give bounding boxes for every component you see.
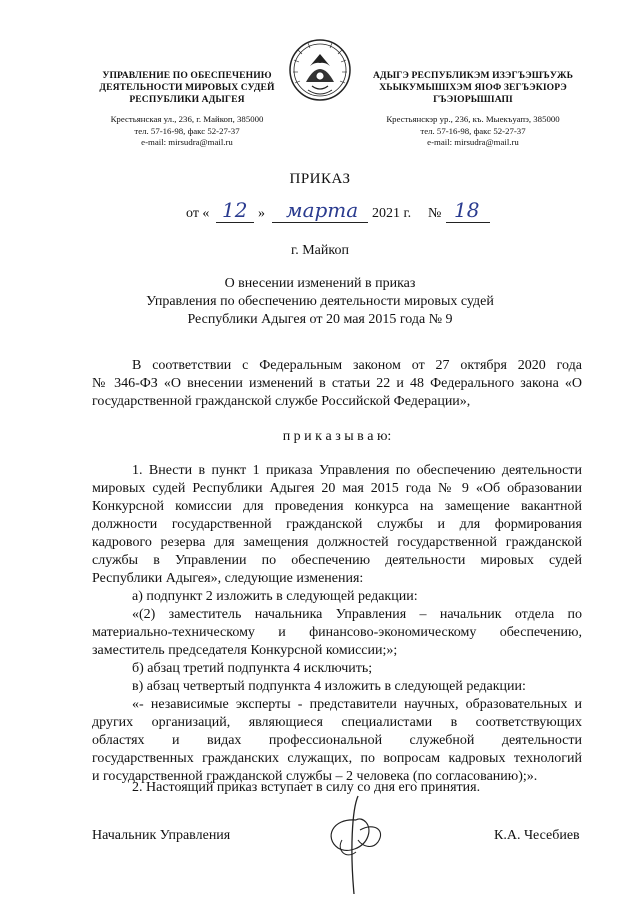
order-mid: »	[258, 206, 265, 221]
org-name-ady: АДЫГЭ РЕСПУБЛИКЭМ ИЗЭГЪЭШЪУЖЬ ХЬЫКУМЫШІХЭМ ЯІОФ ЗЕГЪЭКІОРЭ ГЪЭІОРЫШІАПІ	[372, 70, 574, 105]
signer-name: К.А. Чесебиев	[494, 828, 580, 843]
order-day: 12	[222, 198, 248, 222]
sub-a: а) подпункт 2 изложить в следующей редакции:	[132, 589, 418, 604]
org-name-ru: УПРАВЛЕНИЕ ПО ОБЕСПЕЧЕНИЮ ДЕЯТЕЛЬНОСТИ МИРОВЫХ СУДЕЙ РЕСПУБЛИКИ АДЫГЕЯ	[99, 70, 275, 105]
city: г. Майкоп	[291, 243, 349, 258]
order-date-number	[186, 200, 496, 230]
month-underline	[272, 222, 368, 223]
decree-word: п р и к а з ы в а ю:	[282, 429, 392, 444]
order-prefix: от «	[186, 206, 210, 221]
preamble: В соответствии с Федеральным законом от 27 октября 2020 года № 346-ФЗ «О внесении изменений в статьи 22 и 48 Федерального закона «О государственной гражданской службе Российской Федерации»,	[92, 358, 582, 409]
letterhead	[0, 36, 640, 156]
number-underline	[446, 222, 490, 223]
signer-title: Начальник Управления	[92, 828, 231, 843]
order-year: 2021 г.	[372, 206, 412, 221]
handwritten-signature-icon	[312, 790, 402, 900]
day-underline	[216, 222, 254, 223]
order-num-sign: №	[428, 206, 442, 221]
order-number: 18	[454, 198, 480, 222]
coat-of-arms-icon	[288, 36, 352, 106]
document-title: ПРИКАЗ	[289, 171, 351, 187]
sub-c: в) абзац четвертый подпункта 4 изложить в следующей редакции:	[132, 679, 526, 694]
sub-b: б) абзац третий подпункта 4 исключить;	[132, 661, 373, 676]
order-subject: О внесении изменений в приказ Управления по обеспечению деятельности мировых судей Республики Адыгея от 20 мая 2015 года № 9	[146, 276, 494, 327]
order-month: марта	[286, 198, 359, 222]
item-1: 1. Внести в пункт 1 приказа Управления по обеспечению деятельности мировых судей Республики Адыгея 20 мая 2015 года № 9 «Об образовании Конкурсной комиссии для проведения конкурса на замещение вакантной должности государственной гражданской службы и для формирования кадрового резерва для замещения должностей государственной гражданской службы в Управлении по обеспечению деятельности мировых судей Республики Адыгея», следующие изменения: а) подпункт 2 изложить в следующей редакции: «(2) заместитель начальника Управления – начальник отдела по материально-техническому и финансово-экономическому обеспечению, заместитель председателя Конкурсной комиссии;»; б) абзац третий подпункта 4 исключить; в) абзац четвертый подпункта 4 изложить в следующей редакции: «- независимые эксперты - представители научных, образовательных и других организаций, являющиеся специалистами в соответствующих областях и видах профессиональной служебной деятельности государственных гражданских служащих, по вопросам кадровых технологий и государственной гражданской службы – 2 человека (по согласованию);».	[92, 463, 582, 784]
org-address-ru: Крестьянская ул., 236, г. Майкоп, 385000 тел. 57-16-98, факс 52-27-37 e-mail: mirsudra@mail.ru	[110, 114, 264, 147]
item-2: 2. Настоящий приказ вступает в силу со дня его принятия.	[132, 780, 481, 795]
org-address-ady: Крестьянскэр ур., 236, къ. Мыекъуапэ, 385000 тел. 57-16-98, факс 52-27-37 e-mail: mirsudra@mail.ru	[386, 114, 560, 147]
